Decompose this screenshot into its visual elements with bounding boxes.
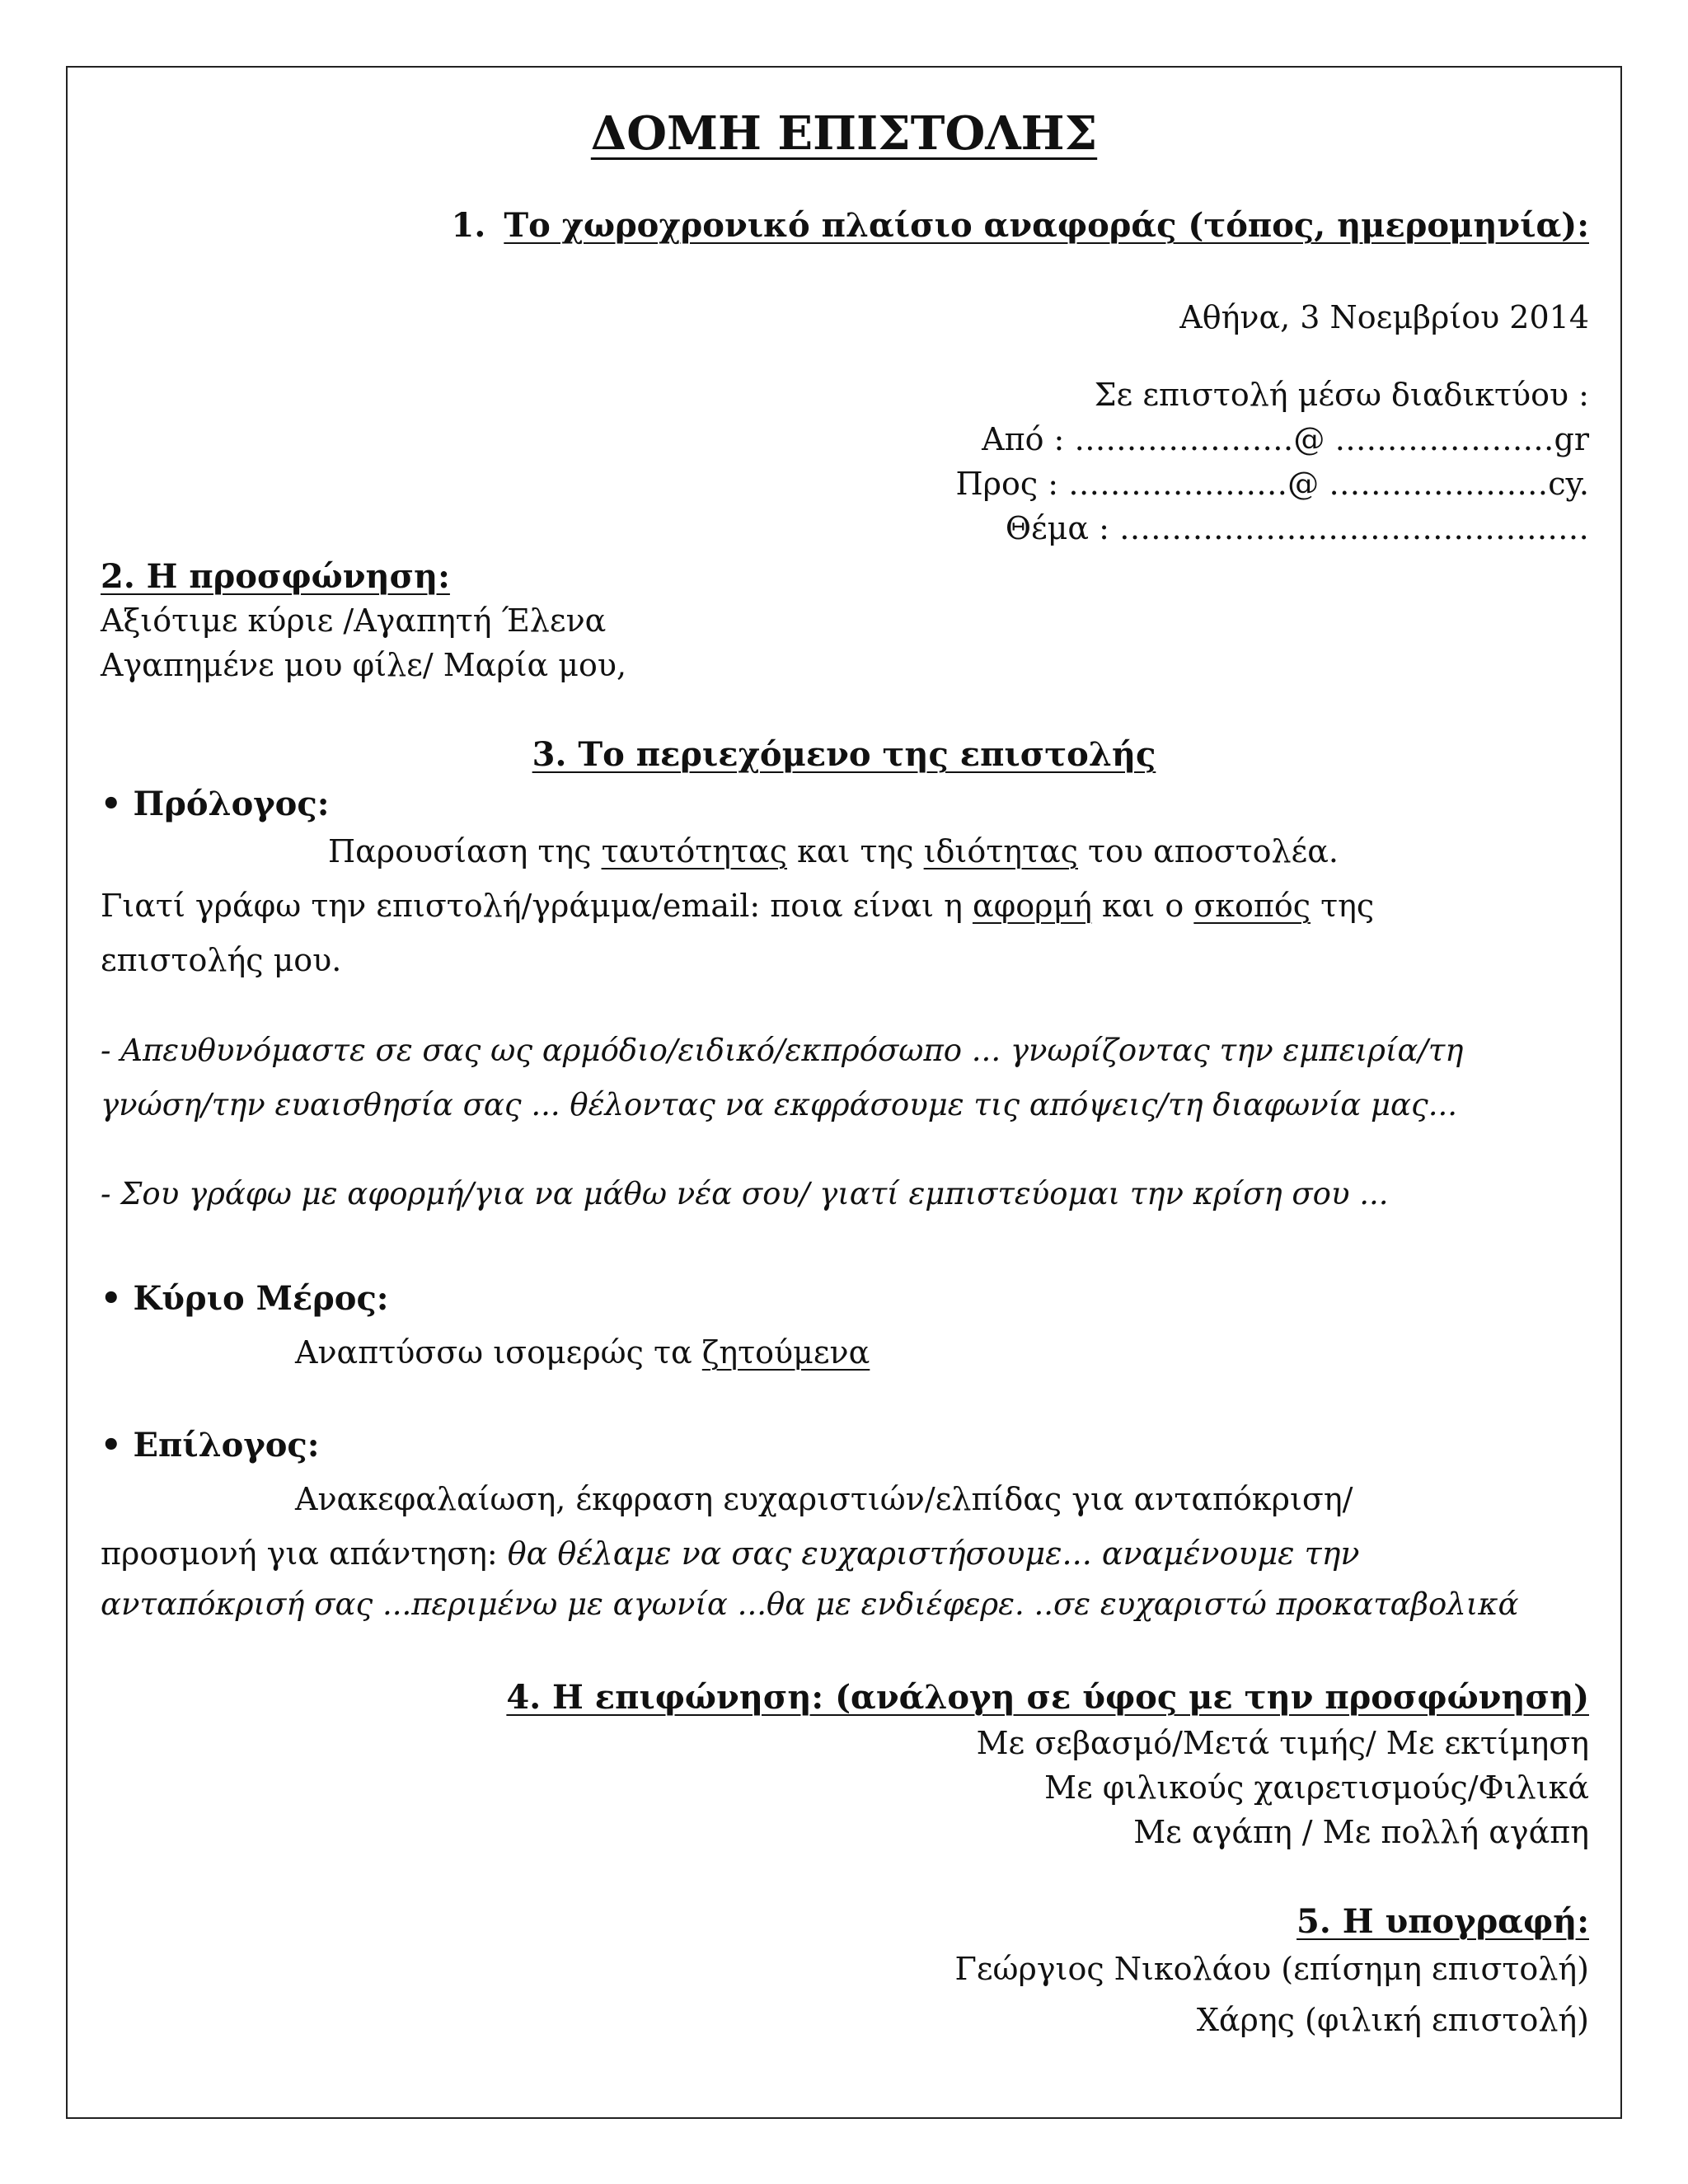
prologue-identity: ταυτότητας <box>601 833 788 869</box>
main-body-text: Αναπτύσσω ισομερώς τα <box>295 1334 702 1371</box>
prologue-line-3: επιστολής μου. <box>101 942 342 978</box>
prologue-text: Παρουσίαση της <box>328 833 602 869</box>
section-1-heading <box>451 206 1589 245</box>
epilogue-line-1: Ανακεφαλαίωση, έκφραση ευχαριστιών/ελπίδας για ανταπόκριση/ <box>295 1481 1353 1517</box>
page-title: ΔΟΜΗ ΕΠΙΣΤΟΛΗΣ <box>590 106 1098 161</box>
closing-friendly: Με φιλικούς χαιρετισμούς/Φιλικά <box>1044 1769 1589 1806</box>
prologue-example-2: - Σου γράφω με αφορμή/για να μάθω νέα σου/ γιατί εμπιστεύομαι την κρίση σου ... <box>101 1176 1389 1212</box>
salutation-formal: Αξιότιμε κύριε /Αγαπητή Έλενα <box>101 602 607 639</box>
prologue-text: και της <box>787 833 924 869</box>
signature-formal: Γεώργιος Νικολάου (επίσημη επιστολή) <box>954 1951 1589 1987</box>
epilogue-text: προσμονή για απάντηση: <box>101 1535 508 1572</box>
closing-formal: Με σεβασμό/Μετά τιμής/ Με εκτίμηση <box>976 1725 1589 1761</box>
prologue-example-1b: γνώση/την ευαισθησία σας ... θέλοντας να εκφράσουμε τις απόψεις/τη διαφωνία μας... <box>101 1087 1457 1122</box>
prologue-example-1a: - Απευθυνόμαστε σε σας ως αρμόδιο/ειδικό/εκπρόσωπο ... γνωρίζοντας την εμπειρία/τη <box>101 1033 1464 1068</box>
letter-date: Αθήνα, 3 Νοεμβρίου 2014 <box>1179 299 1589 335</box>
epilogue-label: • Επίλογος: <box>101 1426 320 1465</box>
prologue-capacity: ιδιότητας <box>923 833 1078 869</box>
section-1-title: Το χωροχρονικό πλαίσιο αναφοράς (τόπος, ημερομηνία): <box>504 206 1589 245</box>
signature-friendly: Χάρης (φιλική επιστολή) <box>1196 2002 1589 2038</box>
email-intro: Σε επιστολή μέσω διαδικτύου : <box>1094 377 1589 413</box>
main-body-label: • Κύριο Μέρος: <box>101 1279 389 1318</box>
section-5-heading: 5. Η υπογραφή: <box>1296 1902 1589 1941</box>
section-2-heading: 2. Η προσφώνηση: <box>101 557 450 596</box>
prologue-text: της <box>1311 888 1375 924</box>
email-from-line: Από : …………………@ …………………gr <box>982 421 1589 457</box>
section-4-heading: 4. Η επιφώνηση: (ανάλογη σε ύφος με την προσφώνηση) <box>506 1678 1589 1717</box>
email-subject-line: Θέμα : ……………………………………… <box>1005 510 1589 546</box>
closing-affectionate: Με αγάπη / Με πολλή αγάπη <box>1133 1814 1589 1850</box>
prologue-occasion: αφορμή <box>972 888 1092 924</box>
email-to-line: Προς : …………………@ …………………cy. <box>955 466 1589 502</box>
main-body-line <box>295 1334 870 1371</box>
section-1-number: 1. <box>451 206 486 245</box>
prologue-text: Γιατί γράφω την επιστολή/γράμμα/email: ποια είναι η <box>101 888 973 924</box>
epilogue-example: θα θέλαμε να σας ευχαριστήσουμε... αναμένουμε την <box>507 1535 1360 1572</box>
epilogue-line-3: ανταπόκρισή σας ...περιμένω με αγωνία ...θα με ενδιέφερε. ..σε ευχαριστώ προκαταβολικά <box>101 1586 1519 1622</box>
section-3-heading: 3. Το περιεχόμενο της επιστολής <box>532 735 1156 774</box>
salutation-friendly: Αγαπημένε μου φίλε/ Μαρία μου, <box>101 647 627 683</box>
prologue-line-1 <box>328 833 1339 869</box>
epilogue-line-2 <box>101 1535 1360 1572</box>
prologue-purpose: σκοπός <box>1193 888 1311 924</box>
prologue-label: • Πρόλογος: <box>101 785 330 823</box>
prologue-text: του αποστολέα. <box>1077 833 1339 869</box>
main-body-requirements: ζητούμενα <box>701 1334 870 1371</box>
prologue-line-2 <box>101 888 1375 924</box>
prologue-text: και ο <box>1091 888 1194 924</box>
